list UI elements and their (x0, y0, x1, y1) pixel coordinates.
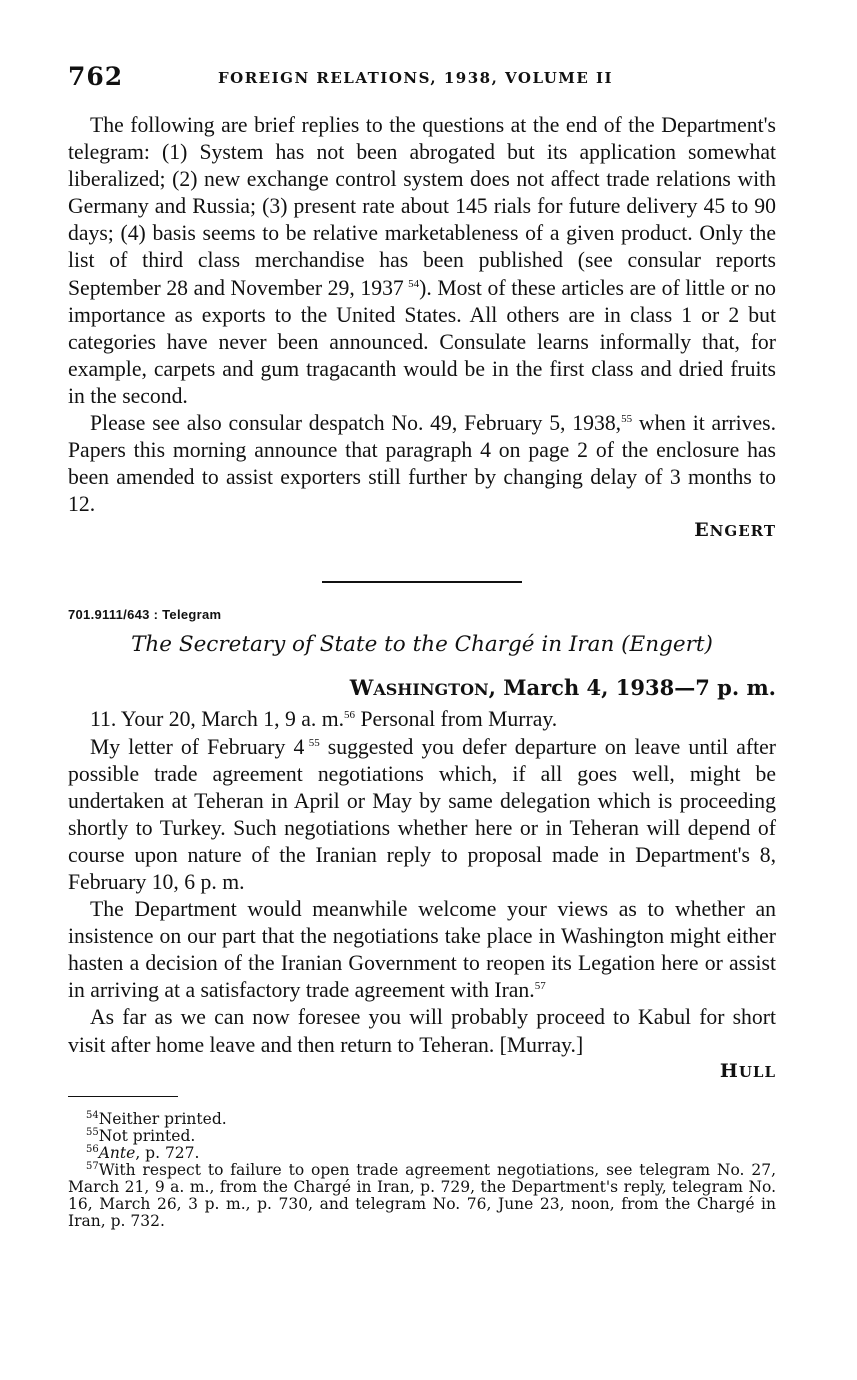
footnote: $^{54}$Neither printed. (86, 1109, 227, 1129)
section-divider (322, 581, 522, 583)
document-title: The Secretary of State to the Chargé in Iran (Engert) (131, 632, 713, 658)
footnote-divider (68, 1096, 178, 1098)
footnote-ref: 55 (621, 412, 633, 425)
paragraph: The Department would meanwhile welcome your views as to whether an insistence on our part that the negotiations take place in Washington might either hasten a decision of the Iranian Government to reopen its Legation here or assist in arriving at a satisfactory trade agreement with Iran.$^{57}$ (68, 897, 776, 1003)
footnote: $^{55}$Not printed. (86, 1126, 196, 1146)
paragraph: As far as we can now foresee you will probably proceed to Kabul for short visit after home leave and then return to Teheran. [Murray.] (68, 1005, 776, 1057)
file-reference: 701.9111/643 : Telegram (68, 607, 222, 623)
footnote-ref: 55 (308, 736, 320, 749)
paragraph: Please see also consular despatch No. 49, February 5, 1938,55 when it arrives. Papers this morning announce that paragraph 4 on page 2 of the enclosure has been amended to assist exporters still further by changing delay of 3 months to 12. (68, 411, 776, 517)
running-head: FOREIGN RELATIONS, 1938, VOLUME II (218, 69, 614, 87)
document-page (68, 62, 776, 1230)
signature-hull: HULL (719, 1059, 776, 1082)
paragraph: 11. Your 20, March 1, 9 a. m.$^{56}$ Personal from Murray. (90, 707, 558, 732)
page-number: 762 (68, 62, 124, 91)
page-header (68, 62, 776, 92)
footnote: $^{57}$With respect to failure to open trade agreement negotiations, see telegram No. 27, March 21, 9 a. m., from the Chargé in Iran, p. 729, the Department's reply, telegram No. 16, March 26, 3 p. m., p. 730, and telegram No. 76, June 23, noon, from the Chargé in Iran, p. 732. (68, 1160, 776, 1231)
footnote-ref: 54 (408, 277, 420, 290)
second-document (68, 706, 776, 1058)
footnote-ref: 57 (534, 980, 546, 993)
first-document (68, 112, 776, 518)
footnote: $^{56}$Ante, p. 727. (86, 1143, 200, 1163)
dateline: WASHINGTON, March 4, 1938—7 p. m. (349, 675, 776, 701)
paragraph: My letter of February 4 $^{55}$ suggested you defer departure on leave until after possible trade agreement negotiations which, if all goes well, might be undertaken at Teheran in April or May by same delegation which is proceeding shortly to Turkey. Such negotiations whether here or in Teheran will depend of course upon nature of the Iranian reply to proposal made in Department's 8, February 10, 6 p. m. (68, 734, 776, 894)
paragraph: The following are brief replies to the questions at the end of the Department's telegram: (1) System has not been abrogated but its application somewhat liberalized; (2) new exchange control system does not affect trade relations with Germany and Russia; (3) present rate about 145 rials for future delivery 45 to 90 days; (4) basis seems to be relative marketableness of a given product. Only the list of third class merchandise has been published (see consular reports September 28 and November 29, 1937 $^{54}$). Most of these articles are of little or no importance as exports to the United States. All others are in class 1 or 2 but categories have never been announced. Consulate learns informally that, for example, carpets and gum tragacanth would be in the first class and dried fruits in the second. (68, 113, 777, 408)
signature-engert: ENGERT (694, 519, 776, 542)
footnotes (68, 1111, 776, 1230)
footnote-ref: 56 (344, 709, 356, 722)
